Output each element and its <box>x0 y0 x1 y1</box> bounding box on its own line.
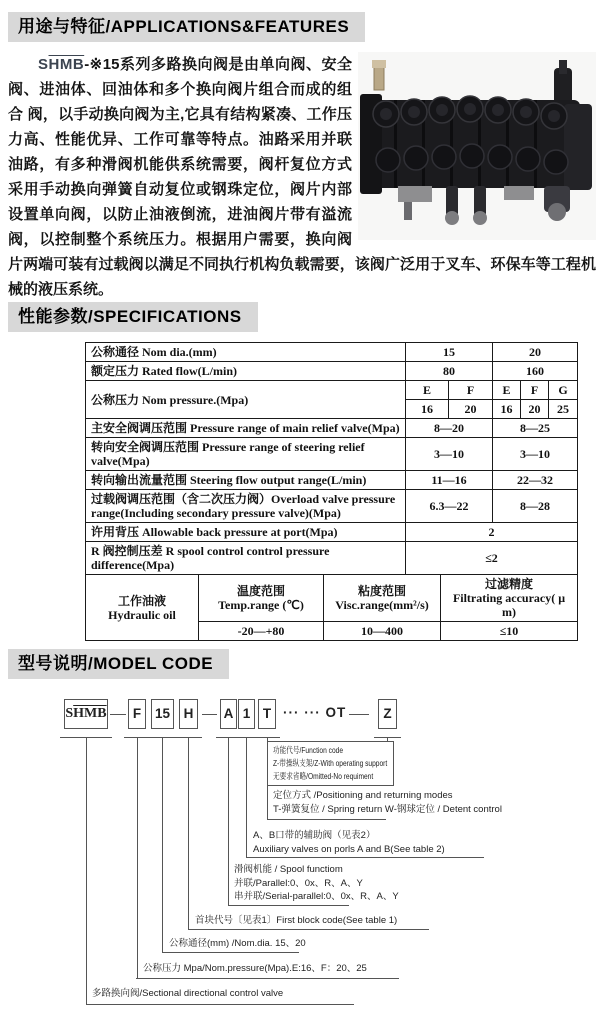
code-dash <box>110 714 126 715</box>
connector-line-shmb <box>86 737 87 1004</box>
spec-label: 主安全阀调压范围 Pressure range of main relief valve(Mpa) <box>86 419 406 438</box>
annotation-first-block: 首块代号〔见表1〕First block code(See table 1) <box>195 915 398 926</box>
oil-col-header: 温度范围 Temp.range (℃) <box>199 575 324 622</box>
spec-label: 过载阀调压范围（含二次压力阀）Overload valve pressure range(Including secondary pressure valve)(Mpa) <box>86 490 406 523</box>
model-code-diagram <box>8 683 612 1010</box>
spec-value-20: 22—32 <box>493 471 578 490</box>
model-code-box-f: F <box>128 699 146 729</box>
specs-section-header: 性能参数/SPECIFICATIONS <box>8 302 258 332</box>
spec-label: 许用背压 Allowable back pressure at port(Mpa) <box>86 523 406 542</box>
model-code-box-t: T <box>258 699 276 729</box>
grade-cell: F <box>449 381 493 400</box>
annotation-spool-function: 滑阀机能 / Spool functiom 并联/Parallel:0、0x、R、A、Y 串并联/Serial-parallel:0、0x、R、A、Y <box>234 864 399 902</box>
table-row <box>86 523 578 542</box>
table-row <box>86 471 578 490</box>
grade-value: 16 <box>406 400 449 419</box>
annotation-nom-dia: 公称通径(mm) /Nom.dia. 15、20 <box>169 938 306 949</box>
model-code-section-header: 型号说明/MODEL CODE <box>8 649 229 679</box>
spec-table-zone <box>85 342 577 641</box>
spec-value-15: 3—10 <box>406 438 493 471</box>
connector-line-f <box>137 737 138 978</box>
table-row <box>86 419 578 438</box>
grade-value: 20 <box>521 400 549 419</box>
oil-col-header: 过滤精度 Filtrating accuracy( μ m) <box>441 575 578 622</box>
model-code-box-z: Z <box>378 699 397 729</box>
model-code-box-h: H <box>179 699 198 729</box>
spec-label: 额定压力 Rated flow(L/min) <box>86 362 406 381</box>
code-dots-ot: ··· ··· OT <box>283 705 347 720</box>
connector-line-1 <box>246 737 247 857</box>
spec-label: 转向安全阀调压范围 Pressure range of steering relief valve(Mpa) <box>86 438 406 471</box>
spec-table <box>85 342 578 575</box>
annotation-underline <box>267 819 386 820</box>
annotation-function-code: 功能代号/Function code Z-带操纵支架/Z-With operating support 无要求省略/Omitted-No requiment <box>267 741 394 786</box>
hydraulic-oil-table <box>85 574 578 641</box>
connector-line-h <box>188 737 189 929</box>
grade-cell: E <box>406 381 449 400</box>
grade-cell: E <box>493 381 521 400</box>
oil-col-header: 粘度范围 Visc.range(mm²/s) <box>324 575 441 622</box>
intro-section <box>8 52 596 302</box>
table-row <box>86 362 578 381</box>
valve-photo-illustration <box>358 52 596 240</box>
spec-value-15: 11—16 <box>406 471 493 490</box>
spec-label: 公称压力 Nom pressure.(Mpa) <box>86 381 406 419</box>
connector-line-15 <box>162 737 163 952</box>
oil-value: 10—400 <box>324 622 441 641</box>
annotation-underline <box>162 952 299 953</box>
code-dash <box>349 714 369 715</box>
table-row <box>86 490 578 523</box>
table-row <box>86 542 578 575</box>
grade-value: 16 <box>493 400 521 419</box>
annotation-positioning: 定位方式 /Positioning and returning modes T-弹簧复位 / Spring return W-钢球定位 / Detent control <box>273 790 502 815</box>
spec-value-20: 8—25 <box>493 419 578 438</box>
spec-value-15: 8—20 <box>406 419 493 438</box>
model-code-box-shmb: $S\overline{HMB}$ <box>64 699 108 729</box>
grade-value: 25 <box>549 400 578 419</box>
annotation-underline <box>86 1004 354 1005</box>
spec-label: 公称通径 Nom dia.(mm) <box>86 343 406 362</box>
annotation-underline <box>188 929 429 930</box>
spec-value-15: 6.3—22 <box>406 490 493 523</box>
model-code-box-15: 15 <box>151 699 174 729</box>
connector-line-a <box>228 737 229 905</box>
spec-value-15: 80 <box>406 362 493 381</box>
annotation-nom-pressure: 公称压力 Mpa/Nom.pressure(Mpa).E:16、F：20、25 <box>143 963 367 974</box>
annotation-underline <box>246 857 484 858</box>
annotation-aux-valves: A、B口带的辅助阀（见表2） Auxiliary valves on porls A and B(See table 2) <box>253 830 445 855</box>
annotation-underline <box>228 905 349 906</box>
spec-label: R 阀控制压差 R spool control control pressure difference(Mpa) <box>86 542 406 575</box>
intro-text: -※15系列多路换向阀是由单向阀、安全阀、进油体、回油体和多个换向阀片组合而成的组合 阀，以手动换向阀为主,它具有结构紧凑、工作压力高、性能优异、工作可靠等特点。油路采用并联油路，有多种滑阀机能供系统需要，阀杆复位方式采用手动换向弹簧自动复位或钢珠定位，阀片内部设置单向阀，以防止油液倒流，进油阀片带有溢流阀，以控制整个系统压力。根据用户需要，换向阀片两端可装有过载阀以满足不同执行机构负载需要，该阀广泛用于叉车、环保车等工程机械的液压系统。 <box>8 56 596 298</box>
spec-value-20: 3—10 <box>493 438 578 471</box>
brand-logo-text: $S\overline{HMB}$ <box>38 56 85 73</box>
table-row <box>86 343 578 362</box>
spec-value-all: ≤2 <box>406 542 578 575</box>
grade-cell: F <box>521 381 549 400</box>
spec-label: 转向输出流量范围 Steering flow output range(L/min) <box>86 471 406 490</box>
oil-value: -20—+80 <box>199 622 324 641</box>
table-row <box>86 575 578 622</box>
grade-value: 20 <box>449 400 493 419</box>
spec-value-20: 20 <box>493 343 578 362</box>
grade-cell: G <box>549 381 578 400</box>
features-section-header: 用途与特征/APPLICATIONS&FEATURES <box>8 12 365 42</box>
code-dash <box>202 714 217 715</box>
spec-value-15: 15 <box>406 343 493 362</box>
product-photo <box>358 52 596 240</box>
table-row <box>86 438 578 471</box>
oil-value: ≤10 <box>441 622 578 641</box>
oil-label: 工作油液 Hydraulic oil <box>86 575 199 641</box>
spec-value-20: 8—28 <box>493 490 578 523</box>
annotation-underline <box>136 978 399 979</box>
spec-value-20: 160 <box>493 362 578 381</box>
model-code-box-a: A <box>220 699 237 729</box>
table-row <box>86 381 578 400</box>
annotation-valve-name: 多路换向阀/Sectional directional control valve <box>92 988 284 999</box>
model-code-box-1: 1 <box>238 699 255 729</box>
spec-value-all: 2 <box>406 523 578 542</box>
